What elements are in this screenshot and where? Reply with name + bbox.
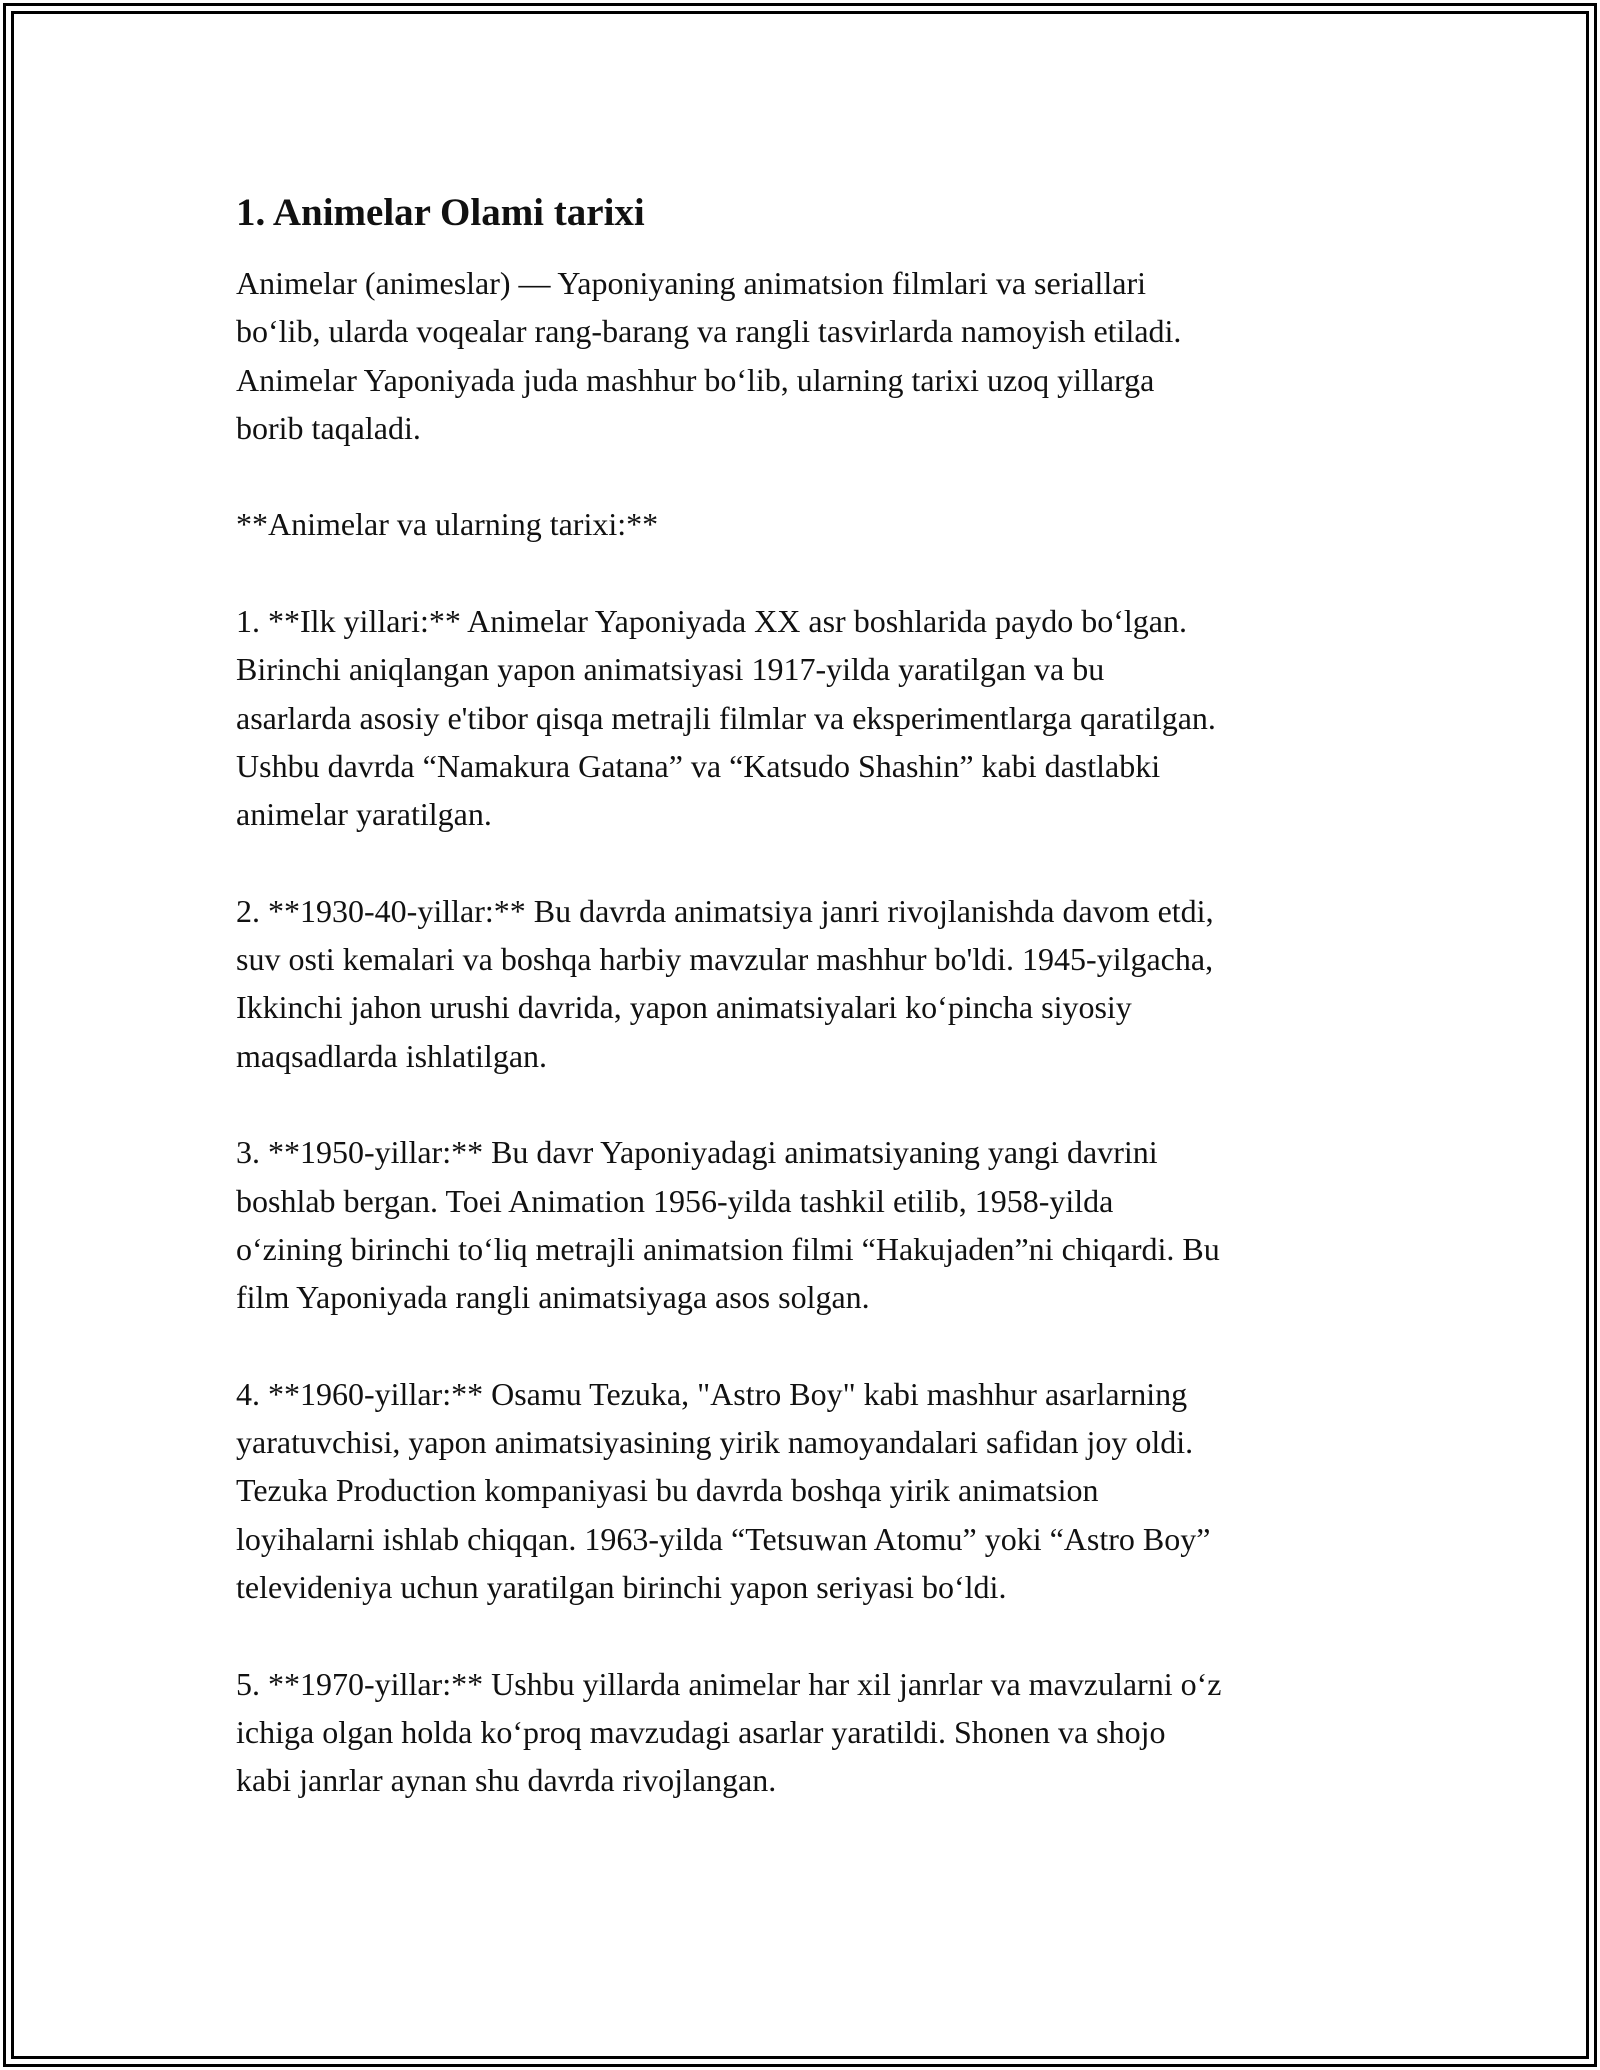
paragraph-spacer (236, 1611, 1376, 1659)
section-heading: **Animelar va ularning tarixi:** (236, 506, 659, 543)
intro-paragraph: Animelar (animeslar) — Yaponiyaning animatsion filmlari va seriallari bo‘lib, ularda voqealar rang-barang va rangli tasvirlarda namoyish etiladi. Animelar Yaponiyada juda mashhur bo‘lib, ularning tarixi uzoq yillarga borib taqaladi. (236, 265, 1182, 446)
list-item-1: 1. **Ilk yillari:** Animelar Yaponiyada XX asr boshlarida paydo bo‘lgan. Birinchi aniqlangan yapon animatsiyasi 1917-yilda yaratilgan va bu asarlarda asosiy e'tibor qisqa metrajli filmlar va eksperimentlarga qaratilgan. Ushbu davrda “Namakura Gatana” va “Katsudo Shashin” kabi dastlabki animelar yaratilgan. (236, 603, 1216, 833)
list-item-2: 2. **1930-40-yillar:** Bu davrda animatsiya janri rivojlanishda davom etdi, suv osti kemalari va boshqa harbiy mavzular mashhur bo'ldi. 1945-yilgacha, Ikkinchi jahon urushi davrida, yapon animatsiyalari ko‘pincha siyosiy maqsadlarda ishlatilgan. (236, 892, 1214, 1074)
list-item-5: 5. **1970-yillar:** Ushbu yillarda animelar har xil janrlar va mavzularni o‘z ichiga olgan holda ko‘proq mavzudagi asarlar yaratildi. Shonen va shojo kabi janrlar aynan shu davrda rivojlangan. (236, 1665, 1222, 1799)
paragraph-spacer (236, 549, 1376, 597)
paragraph-spacer (236, 452, 1376, 500)
document-body (236, 186, 1376, 1805)
paragraph-spacer (236, 1322, 1376, 1370)
list-item-3: 3. **1950-yillar:** Bu davr Yaponiyadagi animatsiyaning yangi davrini boshlab bergan. Toei Animation 1956-yilda tashkil etilib, 1958-yilda o‘zining birinchi to‘liq metrajli animatsion filmi “Hakujaden”ni chiqardi. Bu film Yaponiyada rangli animatsiyaga asos solgan. (236, 1134, 1220, 1316)
paragraph-spacer (236, 839, 1376, 887)
list-item-4: 4. **1960-yillar:** Osamu Tezuka, "Astro Boy" kabi mashhur asarlarning yaratuvchisi, yapon animatsiyasining yirik namoyandalari safidan joy oldi. Tezuka Production kompaniyasi bu davrda boshqa yirik animatsion loyihalarni ishlab chiqqan. 1963-yilda “Tetsuwan Atomu” yoki “Astro Boy” televideniya uchun yaratilgan birinchi yapon seriyasi bo‘ldi. (236, 1375, 1211, 1606)
paragraph-spacer (236, 1080, 1376, 1128)
document-title: 1. Animelar Olami tarixi (236, 191, 645, 234)
